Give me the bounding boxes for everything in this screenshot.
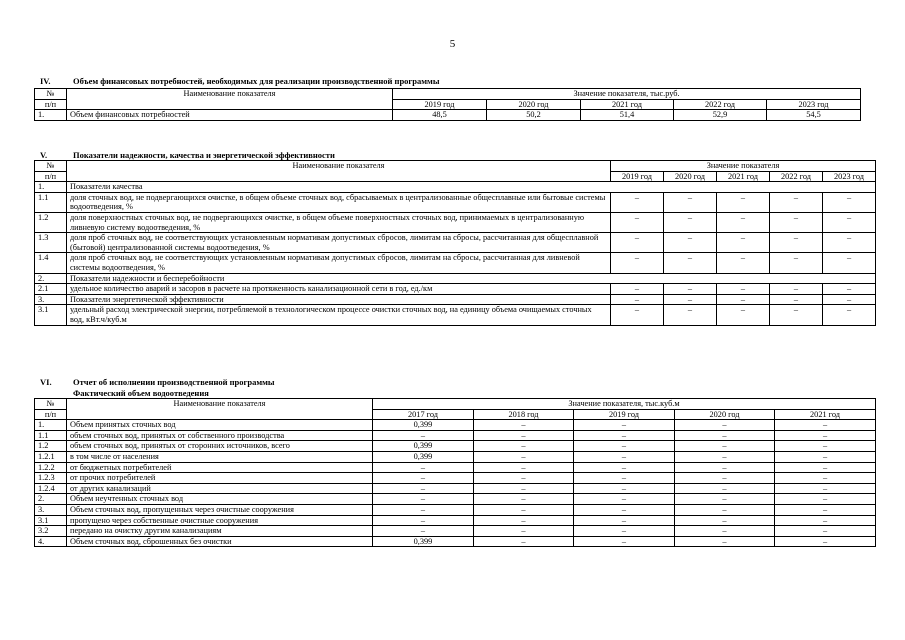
row-name: Показатели надежности и бесперебойности [67, 273, 876, 284]
row-value: – [474, 504, 574, 515]
row-name: в том числе от населения [67, 451, 373, 462]
row-name: от прочих потребителей [67, 473, 373, 484]
row-number: 1.2.3 [35, 473, 67, 484]
row-value: – [717, 192, 770, 212]
row-value: – [574, 473, 675, 484]
section5-number: V. [40, 150, 48, 160]
row-number: 2. [35, 273, 67, 284]
row-value: – [675, 473, 775, 484]
row-number: 1.2.4 [35, 483, 67, 494]
row-name: доля сточных вод, не подвергающихся очистке, в общем объеме сточных вод, сбрасываемых в централизованные общесплавные или бытовые системы водоотведения, % [67, 192, 611, 212]
row-value: – [675, 504, 775, 515]
row-value: – [373, 483, 474, 494]
row-value: – [574, 451, 675, 462]
row-number: 3.1 [35, 305, 67, 325]
year-header: 2021 год [775, 409, 876, 420]
year-header: 2018 год [474, 409, 574, 420]
row-name: передано на очистку другим канализациям [67, 526, 373, 537]
row-value: – [675, 420, 775, 431]
row-name: удельный расход электрической энергии, потребляемой в технологическом процессе очистки сточных вод, на единицу объема очищаемых сточных вод, кВт.ч/куб.м [67, 305, 611, 325]
row-value: 0,399 [373, 441, 474, 452]
row-value: – [373, 462, 474, 473]
col-no-header: № [35, 399, 67, 410]
section4-table [34, 88, 861, 121]
section5-table [34, 160, 876, 326]
year-header: 2019 год [393, 99, 487, 110]
table-row [35, 253, 876, 273]
row-value: – [775, 515, 876, 526]
row-value: – [675, 451, 775, 462]
row-name: Объем сточных вод, пропущенных через очистные сооружения [67, 504, 373, 515]
section5-heading [40, 150, 335, 160]
row-value: – [664, 212, 717, 232]
row-name: доля проб сточных вод, не соответствующих установленным нормативам допустимых сбросов, лимитам на сбросы, рассчитанная для общесплавной (бытовой) централизованной системы водоотведения, % [67, 233, 611, 253]
section4-title: Объем финансовых потребностей, необходимых для реализации производственной программы [73, 76, 440, 86]
row-value: – [717, 233, 770, 253]
col-value-header: Значение показателя, тыс.куб.м [373, 399, 876, 410]
row-value: – [474, 483, 574, 494]
table-row [35, 192, 876, 212]
table-row [35, 305, 876, 325]
year-header: 2022 год [674, 99, 767, 110]
row-value: – [574, 515, 675, 526]
table-row [35, 430, 876, 441]
row-value: – [664, 305, 717, 325]
row-number: 1.3 [35, 233, 67, 253]
year-header: 2022 год [770, 171, 823, 182]
col-value-header: Значение показателя [611, 161, 876, 172]
row-value: – [770, 284, 823, 295]
row-value: – [474, 494, 574, 505]
year-header: 2023 год [767, 99, 861, 110]
row-value: – [823, 253, 876, 273]
row-number: 1.1 [35, 430, 67, 441]
col-no-header: № [35, 89, 67, 100]
col-name-header: Наименование показателя [67, 161, 611, 182]
row-name: объем сточных вод, принятых от сторонних источников, всего [67, 441, 373, 452]
row-value: 0,399 [373, 451, 474, 462]
row-value: – [474, 451, 574, 462]
row-value: – [775, 494, 876, 505]
row-value: – [373, 515, 474, 526]
row-value: – [373, 430, 474, 441]
section6-title: Отчет об исполнении производственной программы [73, 377, 275, 387]
row-value: – [611, 284, 664, 295]
row-value: – [474, 430, 574, 441]
row-value: – [474, 473, 574, 484]
row-value: – [717, 305, 770, 325]
row-value: – [775, 462, 876, 473]
row-value: 52,9 [674, 110, 767, 121]
row-value: – [664, 284, 717, 295]
row-value: – [717, 253, 770, 273]
row-value: – [823, 233, 876, 253]
row-number: 3. [35, 294, 67, 305]
row-value: 54,5 [767, 110, 861, 121]
row-value: – [675, 515, 775, 526]
row-value: 0,399 [373, 420, 474, 431]
row-name: Показатели энергетической эффективности [67, 294, 611, 305]
row-number: 2.1 [35, 284, 67, 295]
table-row [35, 473, 876, 484]
row-value: – [664, 233, 717, 253]
row-value: – [675, 462, 775, 473]
table-row [35, 233, 876, 253]
row-value: – [373, 526, 474, 537]
row-name: Объем финансовых потребностей [67, 110, 393, 121]
table-row [35, 294, 876, 305]
row-value: – [675, 526, 775, 537]
row-value: – [474, 526, 574, 537]
row-name: Объем неучтенных сточных вод [67, 494, 373, 505]
section6-number: VI. [40, 377, 52, 387]
row-value: – [823, 212, 876, 232]
row-value: – [574, 494, 675, 505]
table-row [35, 462, 876, 473]
col-value-header: Значение показателя, тыс.руб. [393, 89, 861, 100]
row-value: – [823, 284, 876, 295]
row-value: – [373, 473, 474, 484]
section4-heading [40, 76, 439, 86]
row-value: – [474, 420, 574, 431]
row-value: – [611, 305, 664, 325]
section4-number: IV. [40, 76, 51, 86]
row-value: – [775, 526, 876, 537]
table-row [35, 504, 876, 515]
section5-title: Показатели надежности, качества и энергетической эффективности [73, 150, 335, 160]
col-no-header: № [35, 161, 67, 172]
row-number: 1.4 [35, 253, 67, 273]
row-value: – [664, 294, 717, 305]
year-header: 2023 год [823, 171, 876, 182]
table-row [35, 420, 876, 431]
row-value: – [574, 462, 675, 473]
row-value: 48,5 [393, 110, 487, 121]
row-value: – [373, 494, 474, 505]
row-value: – [823, 192, 876, 212]
row-value: – [675, 483, 775, 494]
row-value: – [770, 305, 823, 325]
row-value: – [574, 430, 675, 441]
row-value: – [574, 420, 675, 431]
row-number: 4. [35, 536, 67, 547]
row-value: – [574, 504, 675, 515]
row-value: – [611, 253, 664, 273]
row-value: – [770, 294, 823, 305]
row-name: Показатели качества [67, 182, 876, 193]
row-value: – [823, 305, 876, 325]
year-header: 2019 год [611, 171, 664, 182]
row-number: 1.2.1 [35, 451, 67, 462]
row-value: – [474, 536, 574, 547]
row-number: 3.2 [35, 526, 67, 537]
col-no2-header: п/п [35, 171, 67, 182]
row-value: – [664, 192, 717, 212]
row-value: – [770, 253, 823, 273]
row-number: 2. [35, 494, 67, 505]
table-row [35, 273, 876, 284]
row-value: – [823, 294, 876, 305]
row-name: от бюджетных потребителей [67, 462, 373, 473]
row-name: пропущено через собственные очистные сооружения [67, 515, 373, 526]
row-number: 1. [35, 182, 67, 193]
row-number: 1.2 [35, 212, 67, 232]
row-name: доля поверхностных сточных вод, не подвергающихся очистке, в общем объеме поверхностных сточных вод, принимаемых в централизованную ливневую систему водоотведения, % [67, 212, 611, 232]
row-value: – [775, 473, 876, 484]
section6-heading [40, 377, 275, 387]
col-no2-header: п/п [35, 99, 67, 110]
row-value: – [717, 212, 770, 232]
row-name: Объем сточных вод, сброшенных без очистки [67, 536, 373, 547]
row-value: – [474, 515, 574, 526]
row-value: – [611, 294, 664, 305]
row-value: – [574, 536, 675, 547]
row-value: – [574, 526, 675, 537]
year-header: 2017 год [373, 409, 474, 420]
row-number: 3.1 [35, 515, 67, 526]
row-name: удельное количество аварий и засоров в расчете на протяженность канализационной сети в год, ед./км [67, 284, 611, 295]
table-row [35, 182, 876, 193]
year-header: 2019 год [574, 409, 675, 420]
table-row [35, 110, 861, 121]
table-row [35, 441, 876, 452]
year-header: 2021 год [717, 171, 770, 182]
row-value: – [611, 233, 664, 253]
row-value: – [775, 420, 876, 431]
row-number: 3. [35, 504, 67, 515]
row-value: – [664, 253, 717, 273]
row-value: – [775, 441, 876, 452]
row-number: 1.1 [35, 192, 67, 212]
row-value: – [611, 192, 664, 212]
row-name: доля проб сточных вод, не соответствующих установленным нормативам допустимых сбросов, лимитам на сбросы, рассчитанная для ливневой системы водоотведения, % [67, 253, 611, 273]
row-value: – [775, 430, 876, 441]
row-value: – [770, 212, 823, 232]
table-row [35, 284, 876, 295]
row-number: 1. [35, 110, 67, 121]
col-name-header: Наименование показателя [67, 89, 393, 110]
row-name: объем сточных вод, принятых от собственного производства [67, 430, 373, 441]
table-row [35, 515, 876, 526]
row-value: – [675, 536, 775, 547]
table-row [35, 536, 876, 547]
row-value: – [574, 483, 675, 494]
year-header: 2020 год [487, 99, 581, 110]
row-value: – [775, 451, 876, 462]
row-value: – [770, 192, 823, 212]
row-value: – [770, 233, 823, 253]
row-value: – [675, 494, 775, 505]
col-name-header: Наименование показателя [67, 399, 373, 420]
table-row [35, 494, 876, 505]
row-value: – [717, 294, 770, 305]
row-value: – [474, 441, 574, 452]
section6-subtitle: Фактический объем водоотведения [73, 388, 209, 398]
page-number: 5 [449, 38, 456, 50]
row-value: – [675, 441, 775, 452]
year-header: 2021 год [581, 99, 674, 110]
year-header: 2020 год [675, 409, 775, 420]
year-header: 2020 год [664, 171, 717, 182]
row-value: – [775, 504, 876, 515]
row-name: Объем принятых сточных вод [67, 420, 373, 431]
row-value: – [675, 430, 775, 441]
row-value: – [775, 536, 876, 547]
row-value: – [717, 284, 770, 295]
row-value: – [574, 441, 675, 452]
row-value: – [611, 212, 664, 232]
row-value: – [474, 462, 574, 473]
row-value: 51,4 [581, 110, 674, 121]
row-value: – [775, 483, 876, 494]
table-row [35, 212, 876, 232]
row-name: от других канализаций [67, 483, 373, 494]
row-value: – [373, 504, 474, 515]
row-number: 1.2 [35, 441, 67, 452]
row-value: 50,2 [487, 110, 581, 121]
section6-table [34, 398, 876, 547]
table-row [35, 483, 876, 494]
table-row [35, 526, 876, 537]
row-value: 0,399 [373, 536, 474, 547]
row-number: 1. [35, 420, 67, 431]
col-no2-header: п/п [35, 409, 67, 420]
table-row [35, 451, 876, 462]
row-number: 1.2.2 [35, 462, 67, 473]
